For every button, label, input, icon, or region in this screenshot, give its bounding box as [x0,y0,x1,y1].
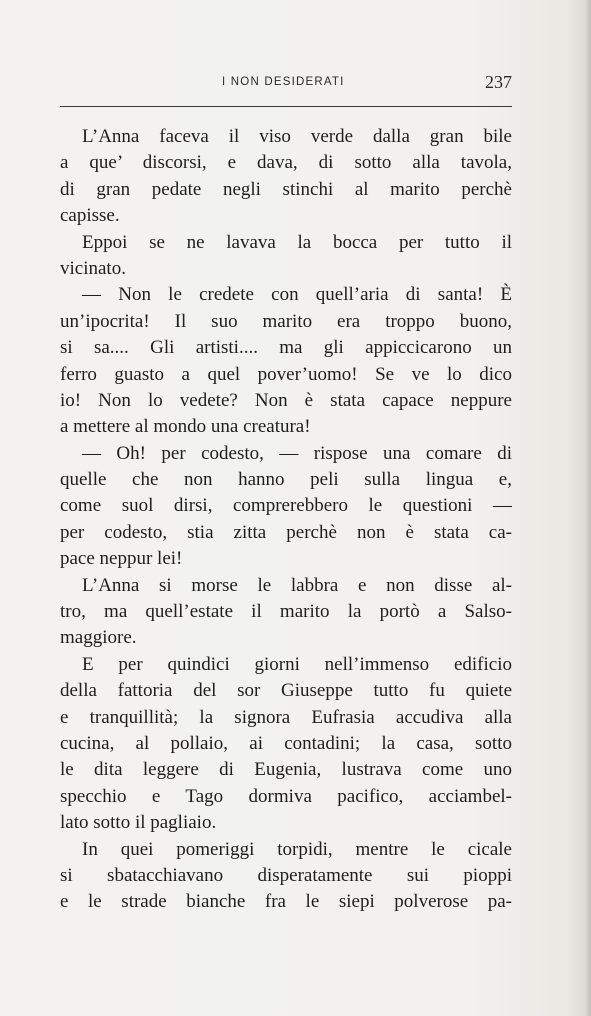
text-line: — Non le credete con quell’aria di santa! È [82,284,512,306]
text-line: tro, ma quell’estate il marito la portò a Salso- [60,601,512,623]
text-line: cucina, al pollaio, ai contadini; la casa, sotto [60,732,512,754]
text-line: L’Anna si morse le labbra e non disse al- [82,574,512,596]
text-line: della fattoria del sor Giuseppe tutto fu quiete [60,680,512,702]
text-line: e le strade bianche fra le siepi polverose pa- [60,891,512,913]
page-edge-shadow [585,0,591,1016]
text-line: si sbatacchiavano disperatamente sui pioppi [60,864,512,886]
text-line: a que’ discorsi, e dava, di sotto alla tavola, [60,152,512,174]
text-line: io! Non lo vedete? Non è stata capace neppure [60,389,512,411]
text-line: — Oh! per codesto, — rispose una comare di [82,442,512,464]
text-line: di gran pedate negli stinchi al marito perchè [60,178,512,200]
text-line: Eppoi se ne lavava la bocca per tutto il [82,231,512,253]
header-rule [60,106,512,107]
text-line: lato sotto il pagliaio. [60,812,217,834]
text-line: pace neppur lei! [60,548,183,570]
text-line: un’ipocrita! Il suo marito era troppo buono, [60,310,512,332]
text-line: e tranquillità; la signora Eufrasia accudiva alla [60,706,512,728]
text-line: come suol dirsi, comprerebbero le questioni — [60,495,512,517]
text-line: E per quindici giorni nell’immenso edificio [82,653,512,675]
text-line: per codesto, stia zitta perchè non è stata ca- [60,521,512,543]
text-line: specchio e Tago dormiva pacifico, acciambel- [60,785,512,807]
page-header [60,72,512,96]
text-line: L’Anna faceva il viso verde dalla gran bile [82,126,512,147]
text-line: ferro guasto a quel pover’uomo! Se ve lo dico [60,363,512,385]
text-line: a mettere al mondo una creatura! [60,416,311,438]
text-line: vicinato. [60,257,126,279]
text-line: le dita leggere di Eugenia, lustrava come uno [60,759,512,781]
body-text [60,124,512,916]
running-head: I NON DESIDERATI [222,76,345,88]
text-line: si sa.... Gli artisti.... ma gli appiccicarono un [60,337,512,359]
text-line: In quei pomeriggi torpidi, mentre le cicale [82,838,512,860]
text-line: capisse. [60,205,120,227]
text-line: quelle che non hanno peli sulla lingua e, [60,469,512,491]
page-number: 237 [485,72,512,92]
text-line: maggiore. [60,627,137,649]
